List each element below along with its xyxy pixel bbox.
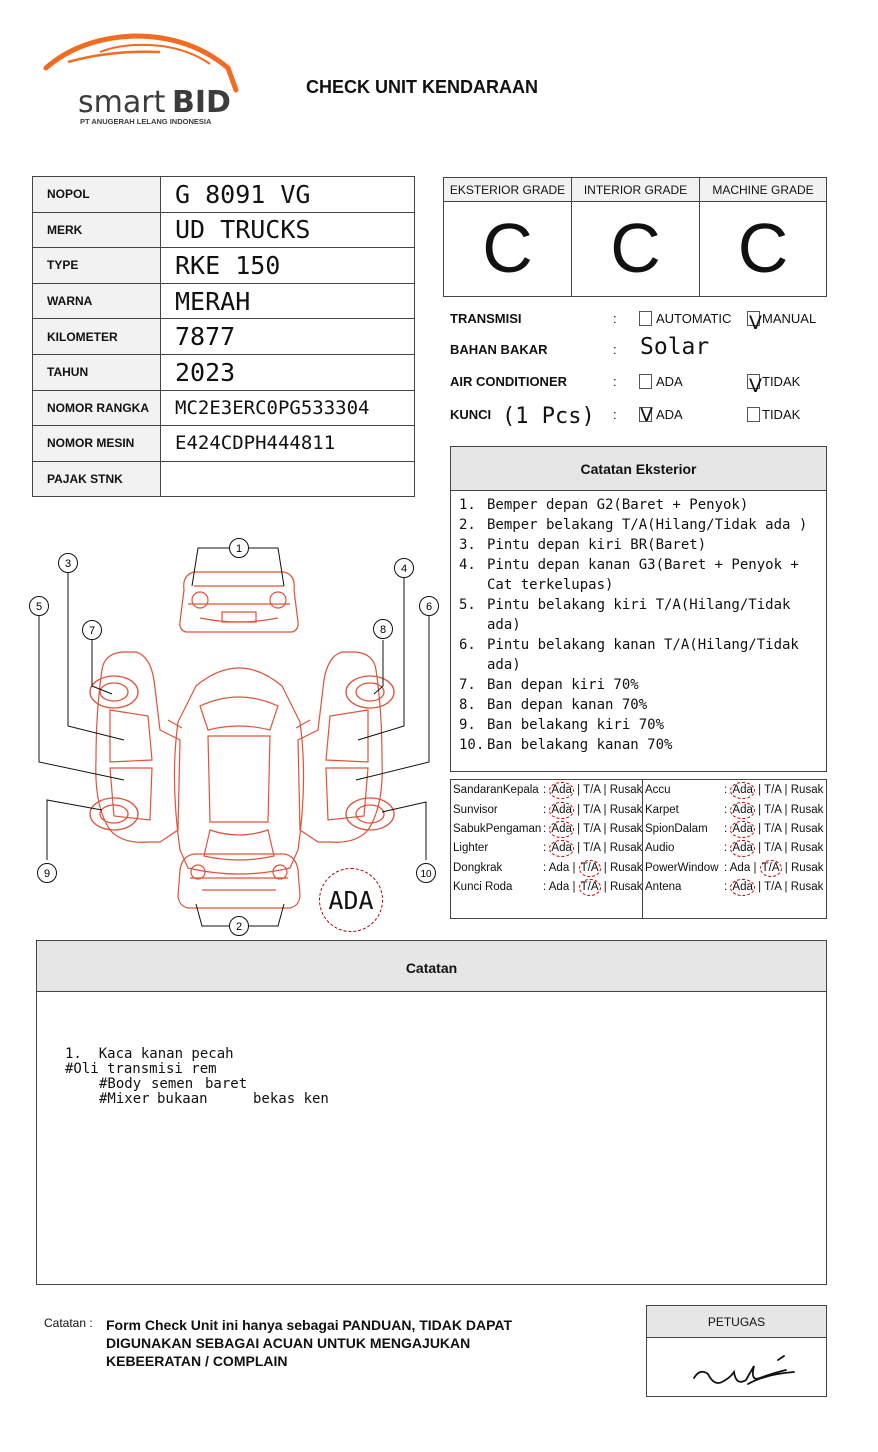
car-damage-diagram [22, 530, 442, 940]
accessory-option[interactable]: Ada [549, 782, 573, 799]
separator: | [603, 880, 607, 893]
accessory-option[interactable]: Ada [730, 879, 754, 896]
kunci-count: (1 Pcs) [502, 404, 595, 429]
item-text: Ban belakang kiri 70% [487, 717, 665, 733]
separator: | [577, 784, 581, 797]
item-text: Ban depan kiri 70% [487, 677, 639, 693]
vehicle-field-label: WARNA [33, 283, 161, 319]
colon: : [543, 823, 547, 835]
vehicle-field-label: NOPOL [33, 177, 161, 213]
colon: : [724, 823, 728, 835]
accessory-option[interactable]: Rusak [790, 823, 824, 835]
vehicle-field-label: NOMOR MESIN [33, 426, 161, 462]
accessory-option[interactable]: Ada [730, 821, 754, 838]
bahan-bakar-label: BAHAN BAKAR [450, 342, 548, 357]
accessory-name: Sunvisor [453, 803, 498, 816]
ac-ada-checkbox[interactable] [639, 374, 652, 389]
separator: | [758, 823, 762, 835]
marker-number: 4 [400, 563, 408, 575]
separator: | [603, 823, 607, 835]
car-outline [96, 572, 382, 908]
kunci-tidak-option-label: TIDAK [762, 407, 801, 422]
colon: : [543, 803, 547, 816]
separator: | [603, 784, 607, 797]
accessory-option[interactable]: Ada [730, 840, 754, 857]
separator: | [758, 842, 762, 855]
separator: | [603, 861, 607, 874]
list-item [459, 715, 818, 735]
note-line: bekas ken [253, 1091, 329, 1107]
grade-value: C [737, 209, 789, 287]
vehicle-field-value [161, 461, 415, 497]
item-number: 4. [459, 557, 476, 573]
separator: | [758, 880, 762, 893]
accessory-name: Accu [645, 784, 671, 797]
kunci-ada-check-mark: V [640, 404, 653, 426]
accessory-option[interactable]: Rusak [609, 823, 643, 835]
accessory-name: PowerWindow [645, 861, 719, 874]
vehicle-field-value: 7877 [161, 319, 415, 355]
item-number: 2. [459, 517, 476, 533]
accessory-option[interactable]: Ada [730, 782, 754, 799]
accessory-option[interactable]: Rusak [609, 842, 643, 855]
vehicle-field-value: E424CDPH444811 [161, 426, 415, 462]
separator: | [603, 842, 607, 855]
item-text: Pintu depan kanan G3(Baret + Penyok + Cat terkelupas) [487, 557, 799, 593]
separator: | [784, 803, 788, 816]
item-text: Bemper belakang T/A(Hilang/Tidak ada ) [487, 517, 808, 533]
footer-label: Catatan : [44, 1316, 93, 1330]
note-line: 1. Kaca kanan pecah [65, 1046, 234, 1062]
accessory-option[interactable]: Ada [730, 802, 754, 819]
grade-label: MACHINE GRADE [700, 178, 826, 202]
accessory-option[interactable]: Rusak [609, 880, 643, 893]
separator: | [577, 803, 581, 816]
vehicle-row [33, 319, 415, 355]
marker-number: 6 [425, 601, 433, 613]
notes-panel [36, 940, 827, 1285]
item-number: 8. [459, 697, 476, 713]
wheels [90, 676, 394, 830]
separator: | [784, 784, 788, 797]
accessory-options [543, 801, 642, 820]
vehicle-field-value: G 8091 VG [161, 177, 415, 213]
separator: | [784, 880, 788, 893]
item-number: 3. [459, 537, 476, 553]
accessory-name: SpionDalam [645, 823, 708, 835]
exterior-notes-title: Catatan Eksterior [451, 447, 826, 491]
vehicle-field-label: KILOMETER [33, 319, 161, 355]
accessory-options [724, 781, 823, 800]
list-item [459, 735, 818, 755]
accessory-options [724, 859, 824, 878]
accessory-options [543, 820, 642, 839]
vehicle-row [33, 283, 415, 319]
accessory-option[interactable]: Rusak [609, 784, 643, 797]
colon: : [613, 374, 617, 389]
note-line: bukaan [157, 1091, 208, 1107]
accessory-name: Audio [645, 842, 675, 855]
note-line: baret [205, 1076, 248, 1092]
smartbid-logo [40, 28, 240, 128]
logo-subtitle: PT ANUGERAH LELANG INDONESIA [80, 117, 212, 126]
separator: | [784, 861, 788, 874]
vehicle-row [33, 426, 415, 462]
item-text: Pintu belakang kiri T/A(Hilang/Tidak ada) [487, 597, 791, 633]
colon: : [724, 803, 728, 816]
accessory-option[interactable]: T/A [764, 842, 782, 855]
item-number: 6. [459, 637, 476, 653]
list-item [459, 495, 818, 515]
grade-value: C [482, 209, 533, 287]
separator: | [572, 880, 576, 893]
accessory-options [724, 839, 823, 858]
colon: : [613, 311, 617, 326]
accessory-option[interactable]: T/A [583, 842, 601, 855]
marker-number: 7 [88, 625, 96, 637]
accessory-name: Karpet [645, 803, 679, 816]
accessory-option[interactable]: Ada [549, 802, 573, 819]
accessory-option[interactable]: Rusak [790, 880, 824, 893]
accessory-option[interactable]: Ada [549, 840, 573, 857]
marker-number: 2 [235, 921, 243, 933]
accessory-options [543, 839, 642, 858]
list-item [459, 595, 818, 635]
vehicle-field-value: 2023 [161, 354, 415, 390]
notes-title: Catatan [37, 941, 826, 992]
ac-tidak-check-mark: V [749, 375, 762, 397]
separator: | [577, 823, 581, 835]
accessory-option[interactable]: T/A [760, 860, 782, 877]
kunci-ada-option-label: ADA [656, 407, 683, 422]
colon: : [613, 407, 617, 422]
accessory-option[interactable]: T/A [579, 860, 601, 877]
leader-lines [39, 548, 429, 926]
vehicle-row [33, 354, 415, 390]
vehicle-field-value: RKE 150 [161, 248, 415, 284]
accessory-option[interactable]: Ada [729, 861, 751, 874]
vehicle-field-value: UD TRUCKS [161, 212, 415, 248]
colon: : [543, 861, 547, 874]
kunci-tidak-checkbox[interactable] [747, 407, 760, 422]
accessory-name: Kunci Roda [453, 880, 513, 893]
accessory-option[interactable]: Rusak [790, 842, 824, 855]
exterior-grade [444, 178, 572, 296]
item-number: 10. [459, 737, 485, 753]
separator: | [603, 803, 607, 816]
item-number: 5. [459, 597, 476, 613]
accessory-option[interactable]: T/A [764, 784, 782, 797]
vehicle-row [33, 177, 415, 213]
item-number: 7. [459, 677, 476, 693]
accessory-name: Dongkrak [453, 861, 503, 874]
officer-title: PETUGAS [647, 1306, 826, 1338]
separator: | [577, 842, 581, 855]
accessory-options [724, 820, 823, 839]
note-line: #Oli [65, 1061, 99, 1077]
vehicle-field-value: MC2E3ERC0PG533304 [161, 390, 415, 426]
accessory-option[interactable]: Rusak [790, 861, 824, 874]
accessory-option[interactable]: Ada [549, 821, 573, 838]
colon: : [724, 842, 728, 855]
note-line: semen [151, 1076, 194, 1092]
accessory-name: Antena [645, 880, 682, 893]
accessory-option[interactable]: Rusak [790, 784, 824, 797]
separator: | [758, 803, 762, 816]
damage-markers [30, 539, 439, 936]
separator: | [784, 842, 788, 855]
vehicle-row [33, 461, 415, 497]
accessories-panel [450, 779, 827, 919]
marker-number: 1 [235, 543, 243, 555]
ac-ada-option-label: ADA [656, 374, 683, 389]
accessory-option[interactable]: T/A [579, 879, 601, 896]
colon: : [543, 784, 547, 797]
vehicle-field-label: MERK [33, 212, 161, 248]
vehicle-field-value: MERAH [161, 283, 415, 319]
automatic-checkbox[interactable] [639, 311, 652, 326]
manual-check-mark: V [749, 312, 762, 334]
interior-grade [572, 178, 700, 296]
marker-number: 5 [35, 601, 43, 613]
signature-icon [690, 1352, 800, 1394]
note-line: #Mixer [99, 1091, 150, 1107]
accessory-options [724, 878, 823, 897]
list-item [459, 675, 818, 695]
list-item [459, 555, 818, 595]
separator: | [753, 861, 757, 874]
item-number: 1. [459, 497, 476, 513]
accessory-option[interactable]: T/A [764, 803, 782, 816]
colon: : [613, 342, 617, 357]
bahan-bakar-value: Solar [640, 334, 710, 360]
list-item [459, 695, 818, 715]
separator: | [758, 784, 762, 797]
vehicle-field-label: TYPE [33, 248, 161, 284]
vehicle-field-label: PAJAK STNK [33, 461, 161, 497]
accessory-options [724, 801, 823, 820]
automatic-option-label: AUTOMATIC [656, 311, 732, 326]
accessory-options [543, 878, 643, 897]
footer-disclaimer: Form Check Unit ini hanya sebagai PANDUAN, TIDAK DAPAT DIGUNAKAN SEBAGAI ACUAN UNTUK MENGAJUKAN KEBEERATAN / COMPLAIN [106, 1317, 513, 1369]
document-title: CHECK UNIT KENDARAAN [306, 77, 538, 97]
item-text: Ban belakang kanan 70% [487, 737, 673, 753]
vehicle-row [33, 248, 415, 284]
accessory-name: SabukPengaman [453, 823, 542, 835]
transmisi-label: TRANSMISI [450, 311, 522, 326]
manual-option-label: MANUAL [762, 311, 817, 326]
accessory-option[interactable]: Rusak [609, 803, 643, 816]
accessory-option[interactable]: Rusak [609, 861, 643, 874]
accessory-options [543, 859, 643, 878]
accessory-name: Lighter [453, 842, 489, 855]
item-text: Bemper depan G2(Baret + Penyok) [487, 497, 749, 513]
marker-number: 9 [43, 868, 51, 880]
accessory-option[interactable]: T/A [583, 803, 601, 816]
logo-word-bid: BID [172, 85, 231, 120]
ada-stamp: ADA [319, 868, 383, 932]
machine-grade [700, 178, 826, 296]
logo-word-smart: smart [78, 85, 166, 120]
accessory-option[interactable]: Rusak [790, 803, 824, 816]
list-item [459, 635, 818, 675]
colon: : [724, 880, 728, 893]
accessory-name: SandaranKepala [453, 784, 539, 797]
note-line: #Body [99, 1076, 142, 1092]
grade-value: C [610, 209, 661, 287]
grade-label: INTERIOR GRADE [572, 178, 699, 202]
accessory-option[interactable]: T/A [764, 823, 782, 835]
separator: | [784, 823, 788, 835]
exterior-notes-list [451, 491, 826, 755]
grade-label: EKSTERIOR GRADE [444, 178, 571, 202]
colon: : [543, 880, 547, 893]
item-text: Pintu depan kiri BR(Baret) [487, 537, 707, 553]
vehicle-field-label: NOMOR RANGKA [33, 390, 161, 426]
vehicle-info-table [32, 176, 415, 497]
accessory-option[interactable]: Ada [548, 880, 570, 893]
colon: : [724, 784, 728, 797]
marker-number: 8 [379, 624, 387, 636]
vehicle-row [33, 212, 415, 248]
note-line: transmisi rem [107, 1061, 217, 1077]
colon: : [724, 861, 728, 874]
grade-box [443, 177, 827, 297]
vehicle-row [33, 390, 415, 426]
accessory-option[interactable]: T/A [583, 823, 601, 835]
accessory-option[interactable]: T/A [764, 880, 782, 893]
vehicle-field-label: TAHUN [33, 354, 161, 390]
accessory-option[interactable]: Ada [548, 861, 570, 874]
accessory-option[interactable]: T/A [583, 784, 601, 797]
ac-label: AIR CONDITIONER [450, 374, 567, 389]
exterior-notes-panel [450, 446, 827, 772]
colon: : [543, 842, 547, 855]
separator: | [572, 861, 576, 874]
item-number: 9. [459, 717, 476, 733]
item-text: Ban depan kanan 70% [487, 697, 648, 713]
accessory-options [543, 781, 642, 800]
kunci-label: KUNCI [450, 407, 492, 422]
ac-tidak-option-label: TIDAK [762, 374, 801, 389]
marker-number: 3 [64, 558, 72, 570]
list-item [459, 535, 818, 555]
marker-number: 10 [420, 869, 432, 880]
item-text: Pintu belakang kanan T/A(Hilang/Tidak ada) [487, 637, 799, 673]
list-item [459, 515, 818, 535]
